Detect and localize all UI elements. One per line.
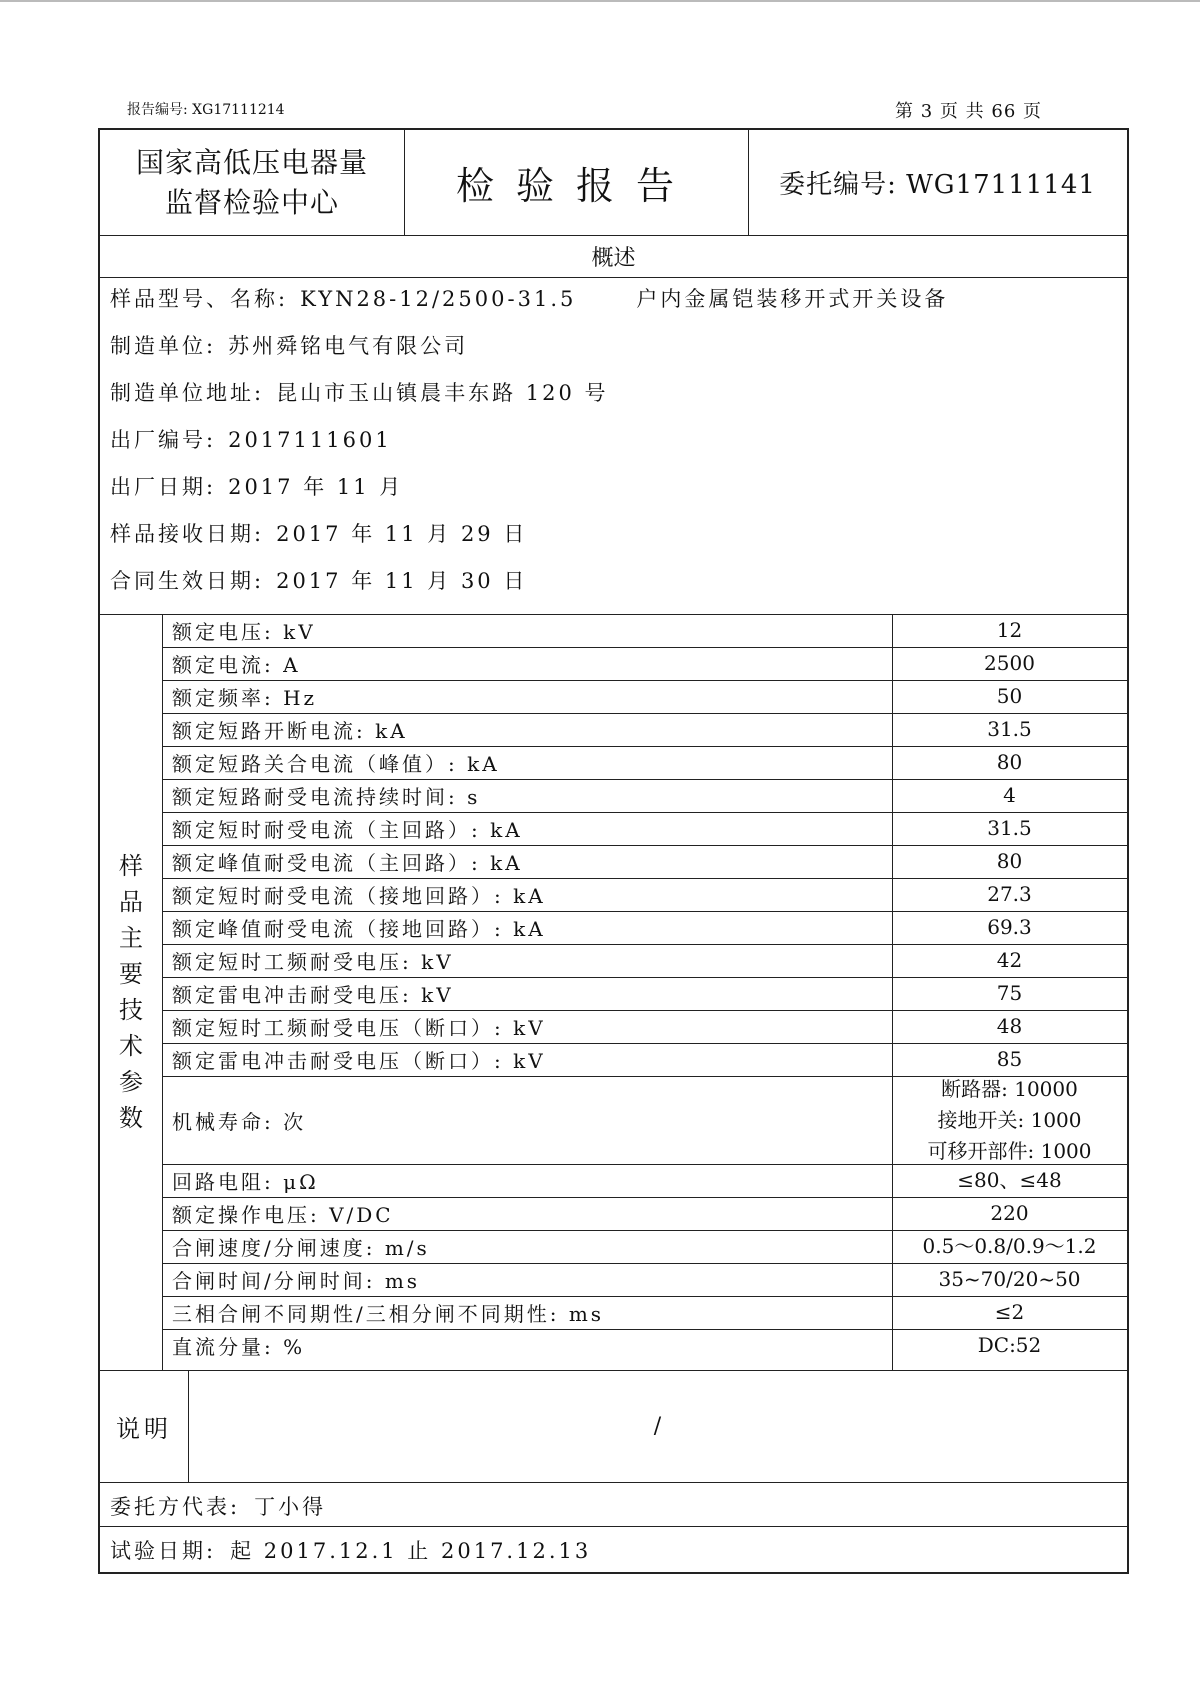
- sample-info-label: 样品接收日期:: [110, 522, 265, 546]
- sample-info-row: [110, 377, 1110, 407]
- param-value: [892, 878, 1127, 911]
- param-label: 额定峰值耐受电流（接地回路）: kA: [172, 917, 546, 941]
- param-value: [892, 1043, 1127, 1076]
- param-value: [892, 911, 1127, 944]
- sample-info-label: 制造单位:: [110, 334, 217, 358]
- test-date-value: 起 2017.12.1 止 2017.12.13: [230, 1539, 592, 1563]
- param-value-line: 80: [996, 750, 1023, 774]
- params-title-char: 要: [119, 960, 143, 988]
- params-title-char: 术: [119, 1032, 143, 1060]
- param-value: [892, 647, 1127, 680]
- scan-edge-line: [0, 0, 1200, 2]
- sample-info-row: [110, 283, 1110, 313]
- test-date-label: 试验日期:: [110, 1539, 217, 1563]
- sample-info-label: 出厂编号:: [110, 428, 217, 452]
- note-label: 说明: [116, 1414, 172, 1443]
- sample-info-row: [110, 518, 1110, 548]
- note-value: /: [653, 1413, 662, 1439]
- sample-info-value: 2017 年 11 月: [228, 475, 404, 499]
- client-representative: [110, 1482, 1110, 1530]
- client-rep-label: 委托方代表:: [110, 1495, 241, 1519]
- param-label: 额定短路耐受电流持续时间: s: [172, 785, 481, 809]
- org-name-line-2: 监督检验中心: [164, 185, 339, 219]
- param-value-line: 48: [996, 1014, 1023, 1038]
- param-label: 合闸速度/分闸速度: m/s: [172, 1236, 430, 1260]
- param-label: 额定雷电冲击耐受电压（断口）: kV: [172, 1049, 546, 1073]
- param-value-line: 42: [996, 948, 1023, 972]
- overview-heading: 概述: [591, 245, 636, 271]
- params-title-char: 参: [119, 1068, 143, 1096]
- param-value: [892, 944, 1127, 977]
- param-value-line: 50: [996, 684, 1023, 708]
- param-label: 额定电压: kV: [172, 620, 316, 644]
- param-value-line: 35~70/20~50: [938, 1267, 1081, 1291]
- param-label: 额定操作电压: V/DC: [172, 1203, 394, 1227]
- param-value-line: 220: [990, 1201, 1029, 1225]
- sample-info-row: [110, 565, 1110, 595]
- param-value: [892, 1329, 1127, 1362]
- page-indicator: 第 3 页 共 66 页: [895, 101, 1042, 122]
- param-label: 额定短时工频耐受电压: kV: [172, 950, 454, 974]
- sample-info-value: 2017 年 11 月 29 日: [276, 522, 528, 546]
- params-title-char: 样: [119, 852, 143, 880]
- param-label: 额定电流: A: [172, 653, 301, 677]
- params-section-title: [100, 614, 162, 1370]
- param-value: [892, 1230, 1127, 1263]
- param-value-line: 80: [996, 849, 1023, 873]
- param-value: [892, 1263, 1127, 1296]
- entrust-number: 委托编号: WG17111141: [779, 170, 1096, 200]
- param-value: [892, 977, 1127, 1010]
- param-value-line: 75: [996, 981, 1023, 1005]
- param-label: 额定短路开断电流: kA: [172, 719, 408, 743]
- sample-info-row: [110, 330, 1110, 360]
- param-value-line: 85: [996, 1047, 1023, 1071]
- param-value: [892, 1076, 1127, 1164]
- param-value: [892, 812, 1127, 845]
- report-number: 报告编号: XG17111214: [127, 102, 285, 118]
- test-date: [110, 1526, 1110, 1574]
- param-label: 机械寿命: 次: [172, 1109, 307, 1134]
- sample-info-value: 2017 年 11 月 30 日: [276, 569, 528, 593]
- sample-info-label: 样品型号、名称:: [110, 287, 289, 311]
- param-value-line: 27.3: [987, 882, 1032, 906]
- params-title-char: 主: [119, 924, 143, 952]
- param-label: 三相合闸不同期性/三相分闸不同期性: ms: [172, 1302, 605, 1326]
- sample-name-description: 户内金属铠装移开式开关设备: [636, 287, 949, 311]
- param-label: 额定短时耐受电流（接地回路）: kA: [172, 884, 546, 908]
- param-value: [892, 746, 1127, 779]
- sample-info-value: 苏州舜铭电气有限公司: [228, 334, 469, 358]
- param-value-line: 69.3: [987, 915, 1032, 939]
- param-value: [892, 1010, 1127, 1043]
- param-value: [892, 680, 1127, 713]
- param-label: 额定频率: Hz: [172, 686, 318, 710]
- param-value: [892, 1164, 1127, 1197]
- param-value-line: 接地开关: 1000: [937, 1107, 1082, 1132]
- param-value-line: DC:52: [977, 1333, 1042, 1357]
- param-value-line: 0.5～0.8/0.9～1.2: [922, 1234, 1097, 1258]
- client-rep-name: 丁小得: [254, 1495, 327, 1519]
- param-value-line: 31.5: [987, 717, 1032, 741]
- sample-info-label: 出厂日期:: [110, 475, 217, 499]
- param-label: 直流分量: %: [172, 1335, 306, 1359]
- param-label: 额定峰值耐受电流（主回路）: kA: [172, 851, 523, 875]
- params-title-char: 技: [119, 996, 143, 1024]
- org-name-line-1: 国家高低压电器量: [135, 145, 368, 179]
- param-value-line: 可移开部件: 1000: [927, 1138, 1092, 1163]
- param-label: 额定短时耐受电流（主回路）: kA: [172, 818, 523, 842]
- param-value-line: 断路器: 10000: [941, 1076, 1078, 1101]
- param-value-line: ≤80、≤48: [957, 1168, 1062, 1192]
- sample-info-label: 制造单位地址:: [110, 381, 265, 405]
- issuing-organization: [100, 130, 404, 235]
- params-title-char: 数: [119, 1104, 143, 1132]
- param-label: 额定短时工频耐受电压（断口）: kV: [172, 1016, 546, 1040]
- param-label: 合闸时间/分闸时间: ms: [172, 1269, 421, 1293]
- param-value: [892, 614, 1127, 647]
- sample-info-row: [110, 424, 1110, 454]
- param-value-line: 12: [996, 618, 1023, 642]
- param-value-line: 2500: [984, 651, 1035, 675]
- sample-info-row: [110, 471, 1110, 501]
- sample-info-value: 昆山市玉山镇晨丰东路 120 号: [276, 381, 609, 405]
- report-table: [98, 128, 1129, 1574]
- param-value: [892, 1296, 1127, 1329]
- sample-info-label: 合同生效日期:: [110, 569, 265, 593]
- param-value-line: 31.5: [987, 816, 1032, 840]
- param-value: [892, 1197, 1127, 1230]
- sample-info-value: 2017111601: [228, 428, 392, 452]
- sample-info-value: KYN28-12/2500-31.5: [300, 287, 577, 311]
- param-value-line: 4: [1003, 783, 1016, 807]
- param-label: 回路电阻: μΩ: [172, 1170, 319, 1194]
- param-label: 额定短路关合电流（峰值）: kA: [172, 752, 500, 776]
- param-value-line: ≤2: [994, 1300, 1025, 1324]
- param-value: [892, 713, 1127, 746]
- param-value: [892, 845, 1127, 878]
- params-title-char: 品: [119, 888, 143, 916]
- param-value: [892, 779, 1127, 812]
- param-label: 额定雷电冲击耐受电压: kV: [172, 983, 454, 1007]
- report-title: 检验报告: [455, 164, 696, 208]
